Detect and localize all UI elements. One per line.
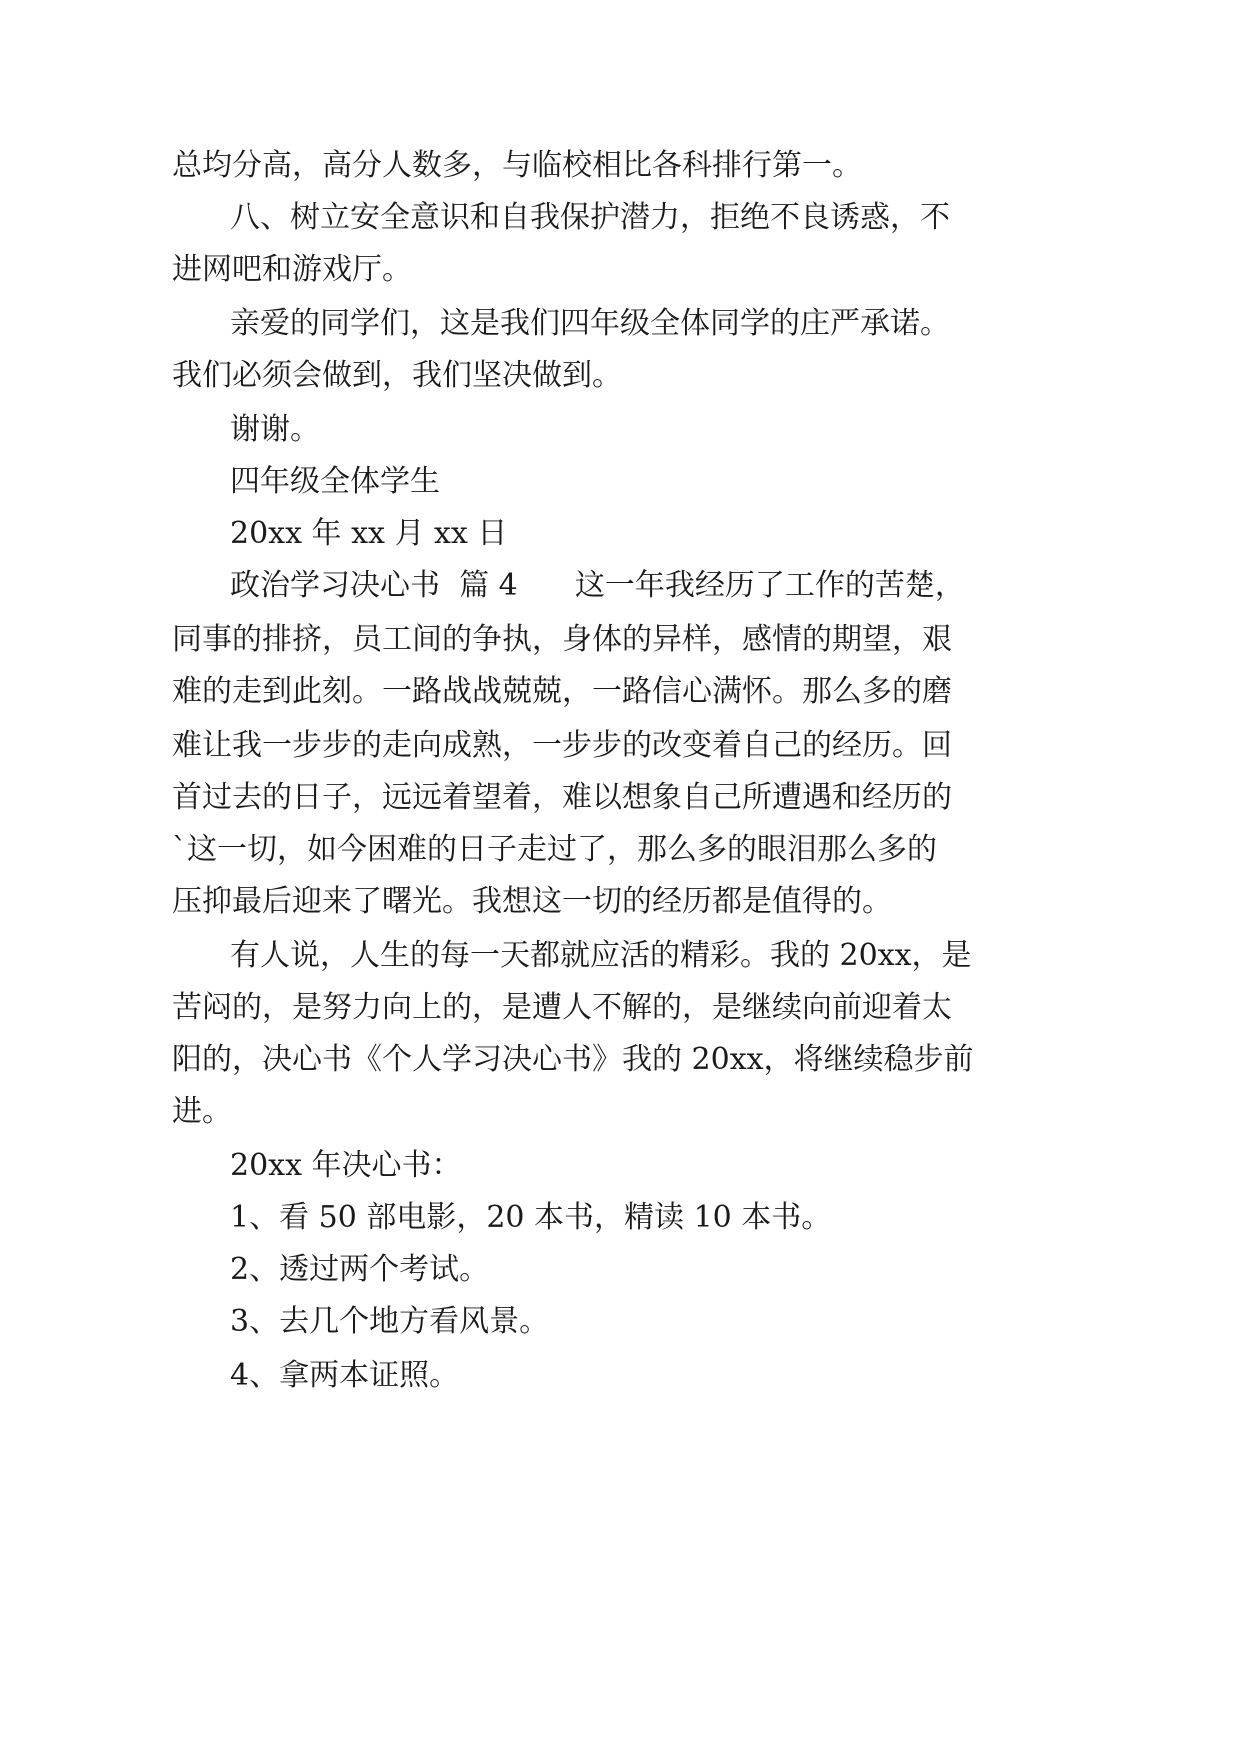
text-line: 总均分高，高分人数多，与临校相比各科排行第一。 xyxy=(172,148,862,183)
text-line: 阳的，决心书《个人学习决心书》我的 20xx，将继续稳步前 xyxy=(172,1042,974,1077)
text-line: 亲爱的同学们，这是我们四年级全体同学的庄严承诺。 xyxy=(230,306,950,341)
list-item: 4、拿两本证照。 xyxy=(230,1358,460,1393)
section-heading-line: 政治学习决心书 篇 4 这一年我经历了工作的苦楚， xyxy=(230,568,965,603)
list-item: 3、去几个地方看风景。 xyxy=(230,1304,550,1339)
date-line: 20xx 年 xx 月 xx 日 xyxy=(230,516,508,551)
text-line: 压抑最后迎来了曙光。我想这一切的经历都是值得的。 xyxy=(172,884,892,919)
text-line: `这一切，如今困难的日子走过了，那么多的眼泪那么多的 xyxy=(172,832,937,867)
text-line: 有人说，人生的每一天都就应活的精彩。我的 20xx，是 xyxy=(230,938,972,973)
text-line: 八、树立安全意识和自我保护潜力，拒绝不良诱惑，不 xyxy=(230,200,950,235)
text-line: 进。 xyxy=(172,1094,232,1129)
text-line: 四年级全体学生 xyxy=(230,464,440,499)
text-line: 我们必须会做到，我们坚决做到。 xyxy=(172,358,622,393)
text-line: 苦闷的，是努力向上的，是遭人不解的，是继续向前迎着太 xyxy=(172,990,952,1025)
text-line: 首过去的日子，远远着望着，难以想象自己所遭遇和经历的 xyxy=(172,780,952,815)
text-line: 同事的排挤，员工间的争执，身体的异样，感情的期望，艰 xyxy=(172,622,952,657)
list-item: 2、透过两个考试。 xyxy=(230,1252,490,1287)
list-item: 1、看 50 部电影，20 本书，精读 10 本书。 xyxy=(230,1200,832,1235)
text-line: 难的走到此刻。一路战战兢兢，一路信心满怀。那么多的磨 xyxy=(172,674,952,709)
list-heading: 20xx 年决心书： xyxy=(230,1148,462,1183)
text-line: 难让我一步步的走向成熟，一步步的改变着自己的经历。回 xyxy=(172,728,952,763)
text-line: 进网吧和游戏厅。 xyxy=(172,252,412,287)
text-line: 谢谢。 xyxy=(230,412,320,447)
